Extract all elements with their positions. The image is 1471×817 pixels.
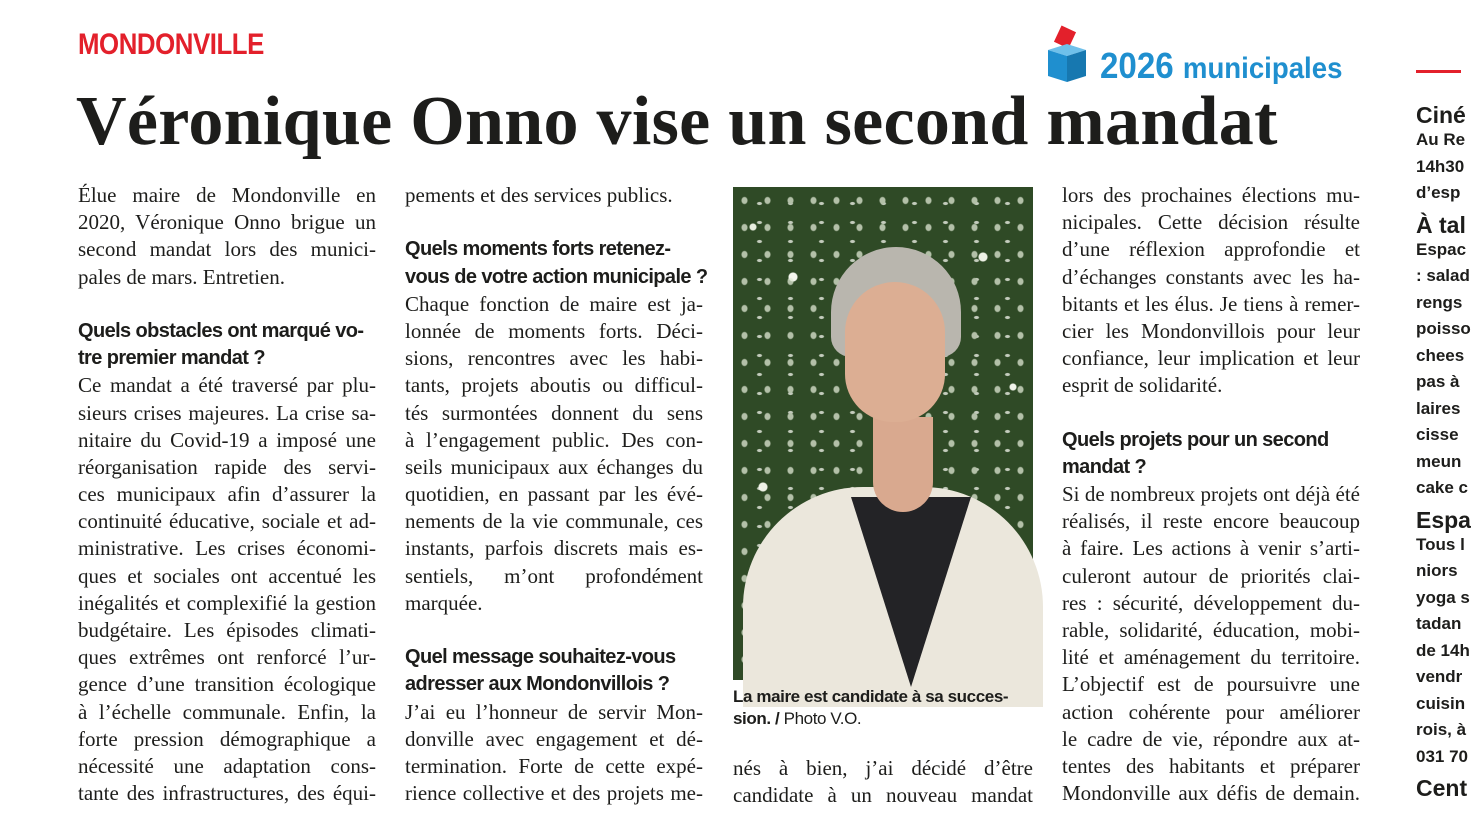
adjacent-column-clipped: [1416, 0, 1471, 817]
body-text-line: 2020, Véronique Onno brigue un: [78, 210, 376, 235]
article-title: Véronique Onno vise un second mandat: [76, 83, 1278, 160]
question-heading-line: Quels moments forts retenez-: [405, 238, 671, 261]
body-text-line: sieurs crises majeures. La crise sa-: [78, 400, 376, 425]
body-text-line: cier les Mondonvillois pour leur: [1062, 318, 1360, 343]
photo-caption: [733, 686, 1033, 730]
sidebar-text-fragment: 031 70: [1416, 746, 1468, 766]
badge-year: 2026: [1100, 45, 1174, 86]
sidebar-text-fragment: d’esp: [1416, 183, 1461, 202]
body-text-line: gence d’une transition écologique: [78, 672, 376, 697]
sidebar-heading-fragment: Ciné: [1416, 102, 1466, 128]
question-heading-line: Quel message souhaitez-vous: [405, 646, 676, 669]
section-rule: [1416, 70, 1461, 73]
sidebar-text-fragment: poisso: [1416, 319, 1471, 338]
sidebar-text-fragment: vendr: [1416, 667, 1463, 686]
body-text-line: lonnée de moments forts. Déci-: [405, 318, 703, 343]
body-text-line: res : sécurité, développement du-: [1062, 590, 1360, 615]
photo-credit: Photo V.O.: [783, 709, 862, 728]
body-text-line: bitants et les élus. Je tiens à remer-: [1062, 291, 1360, 316]
sidebar-heading-fragment: À tal: [1416, 211, 1466, 238]
sidebar-text-fragment: rengs: [1416, 292, 1463, 312]
body-text-line: d’une réflexion approfondie et: [1062, 237, 1360, 262]
body-text-line: lors des prochaines élections mu-: [1062, 183, 1360, 207]
article-column-3: [1062, 182, 1360, 807]
body-text-line: confiance, leur implication et leur: [1062, 346, 1360, 371]
sidebar-heading-fragment: Espa: [1416, 506, 1471, 533]
section-kicker: MONDONVILLE: [78, 28, 264, 61]
body-text-line: J’ai eu l’honneur de servir Mon-: [405, 699, 703, 724]
question-heading-line: Quels obstacles ont marqué vo-: [78, 319, 364, 342]
body-text-line: donville avec engagement et dé-: [405, 726, 703, 751]
body-text-line: à l’échelle communale. Enfin, la: [78, 699, 376, 724]
caption-text: La maire est candidate à sa succes- sion. /: [733, 687, 1009, 728]
portrait-photo: [733, 187, 1033, 680]
sidebar-text-fragment: yoga s: [1416, 587, 1470, 607]
question-heading-line: Quels projets pour un second: [1062, 428, 1329, 451]
body-text-line: continuité éducative, sociale et ad-: [78, 509, 376, 534]
paragraph-gap: [405, 617, 703, 644]
sidebar-text-fragment: cisse: [1416, 425, 1459, 444]
body-text-line: quotidien, en passant par les évé-: [405, 482, 703, 507]
body-text-line: rience collective et des projets me-: [405, 781, 703, 806]
paragraph-gap: [1062, 400, 1360, 427]
body-text-line: Ce mandat a été traversé par plu-: [78, 373, 376, 398]
sidebar-text-fragment: : salad: [1416, 266, 1470, 285]
sidebar-text-fragment: rois, à: [1416, 720, 1467, 739]
sidebar-text-fragment: 14h30: [1416, 156, 1465, 176]
body-text-line: instants, parfois discrets mais es-: [405, 536, 703, 561]
body-text-line: L’objectif est de poursuivre une: [1062, 672, 1360, 697]
body-text-line: forte pression démographique a: [78, 726, 376, 751]
body-text-line: sentiels, m’ont profondément: [405, 563, 703, 588]
body-text-line: pales de mars. Entretien.: [78, 264, 286, 289]
body-text-line: culeront autour de priorités clai-: [1062, 563, 1360, 588]
body-text-line: termination. Forte de cette expé-: [405, 753, 703, 778]
sidebar-text-fragment: chees: [1416, 345, 1465, 365]
body-text-line: budgétaire. Les épisodes climati-: [78, 618, 376, 642]
body-text-line: Si de nombreux projets ont déjà été: [1062, 482, 1360, 507]
question-heading-line: tre premier mandat ?: [78, 347, 265, 370]
body-text-line: nécessité une adaptation cons-: [78, 753, 376, 778]
sidebar-text-fragment: laires: [1416, 398, 1461, 418]
body-text-line: Chaque fonction de maire est ja-: [405, 291, 703, 316]
body-text-line: nitaire du Covid-19 a imposé une: [78, 427, 376, 452]
body-text-line: réalisés, il reste encore beaucoup: [1062, 509, 1360, 534]
body-text-line: réorganisation rapide des servi-: [78, 454, 376, 479]
sidebar-text-fragment: niors: [1416, 561, 1458, 580]
body-text-line: ques et sociales ont accentué les: [78, 563, 376, 588]
body-text-line: seils municipaux aux échanges du: [405, 454, 703, 479]
body-text-line: marquée.: [405, 590, 483, 615]
sidebar-text-fragment: cuisin: [1416, 693, 1466, 713]
sidebar-text-fragment: meun: [1416, 451, 1462, 471]
sidebar-text-fragment: pas à: [1416, 372, 1460, 391]
paragraph-gap: [405, 209, 703, 236]
body-text-line: Mondonville aux défis de demain.: [1062, 781, 1360, 806]
question-heading-line: vous de votre action municipale ?: [405, 265, 708, 288]
body-text-line: action cohérente pour améliorer: [1062, 699, 1360, 724]
body-text-line: tants, projets aboutis ou difficul-: [405, 373, 703, 398]
ballot-box-icon: [1046, 28, 1088, 84]
body-text-line: nements de la vie communale, ces: [405, 509, 703, 534]
body-text-line: nés à bien, j’ai décidé d’être: [733, 756, 1033, 780]
body-text-line: ministrative. Les crises économi-: [78, 536, 376, 561]
body-text-line: lité et aménagement du territoire.: [1062, 645, 1360, 670]
body-text-line: à l’engagement public. Des con-: [405, 427, 703, 452]
body-text-line: ces municipaux afin d’assurer la: [78, 482, 376, 507]
body-text-line: sions, rencontres avec les habi-: [405, 346, 703, 371]
body-text-line: candidate à un nouveau mandat: [733, 783, 1033, 808]
body-text-line: pements et des services publics.: [405, 183, 673, 207]
sidebar-text-fragment: de 14h: [1416, 640, 1470, 660]
question-heading-line: mandat ?: [1062, 455, 1147, 478]
sidebar-text-fragment: Au Re: [1416, 130, 1466, 149]
body-text-line: esprit de solidarité.: [1062, 373, 1223, 398]
body-text-line: inégalités et complexifié la gestion: [78, 590, 376, 615]
body-text-line: Élue maire de Mondonville en: [78, 183, 376, 207]
body-text-line: à faire. Les actions à venir s’arti-: [1062, 536, 1360, 561]
body-text-line: d’échanges constants avec les ha-: [1062, 264, 1360, 289]
question-heading-line: adresser aux Mondonvillois ?: [405, 673, 670, 696]
body-text-line: tante des infrastructures, des équi-: [78, 781, 376, 806]
sidebar-text-fragment: tadan: [1416, 614, 1462, 633]
body-text-line: ques extrêmes ont renforcé l’ur-: [78, 645, 376, 670]
sidebar-text-fragment: Tous l: [1416, 534, 1465, 554]
sidebar-text-fragment: cake c: [1416, 478, 1468, 497]
article-column-1: [78, 182, 376, 807]
body-text-line: second mandat lors des munici-: [78, 237, 376, 262]
article-column-2: [405, 182, 708, 807]
municipales-badge: [1046, 28, 1364, 84]
body-text-line: rable, solidarité, éducation, mobi-: [1062, 618, 1360, 642]
body-text-line: tentes des habitants et préparer: [1062, 753, 1360, 778]
body-text-line: le cadre de vie, répondre aux at-: [1062, 726, 1360, 751]
article-column-2b: [733, 755, 1033, 809]
paragraph-gap: [78, 291, 376, 318]
badge-label: municipales: [1182, 52, 1343, 85]
sidebar-heading-fragment: Cent: [1416, 775, 1468, 801]
body-text-line: nicipales. Cette décision résulte: [1062, 210, 1360, 235]
body-text-line: tés surmontées donnent du sens: [405, 400, 703, 425]
sidebar-text-fragment: Espac: [1416, 239, 1467, 259]
